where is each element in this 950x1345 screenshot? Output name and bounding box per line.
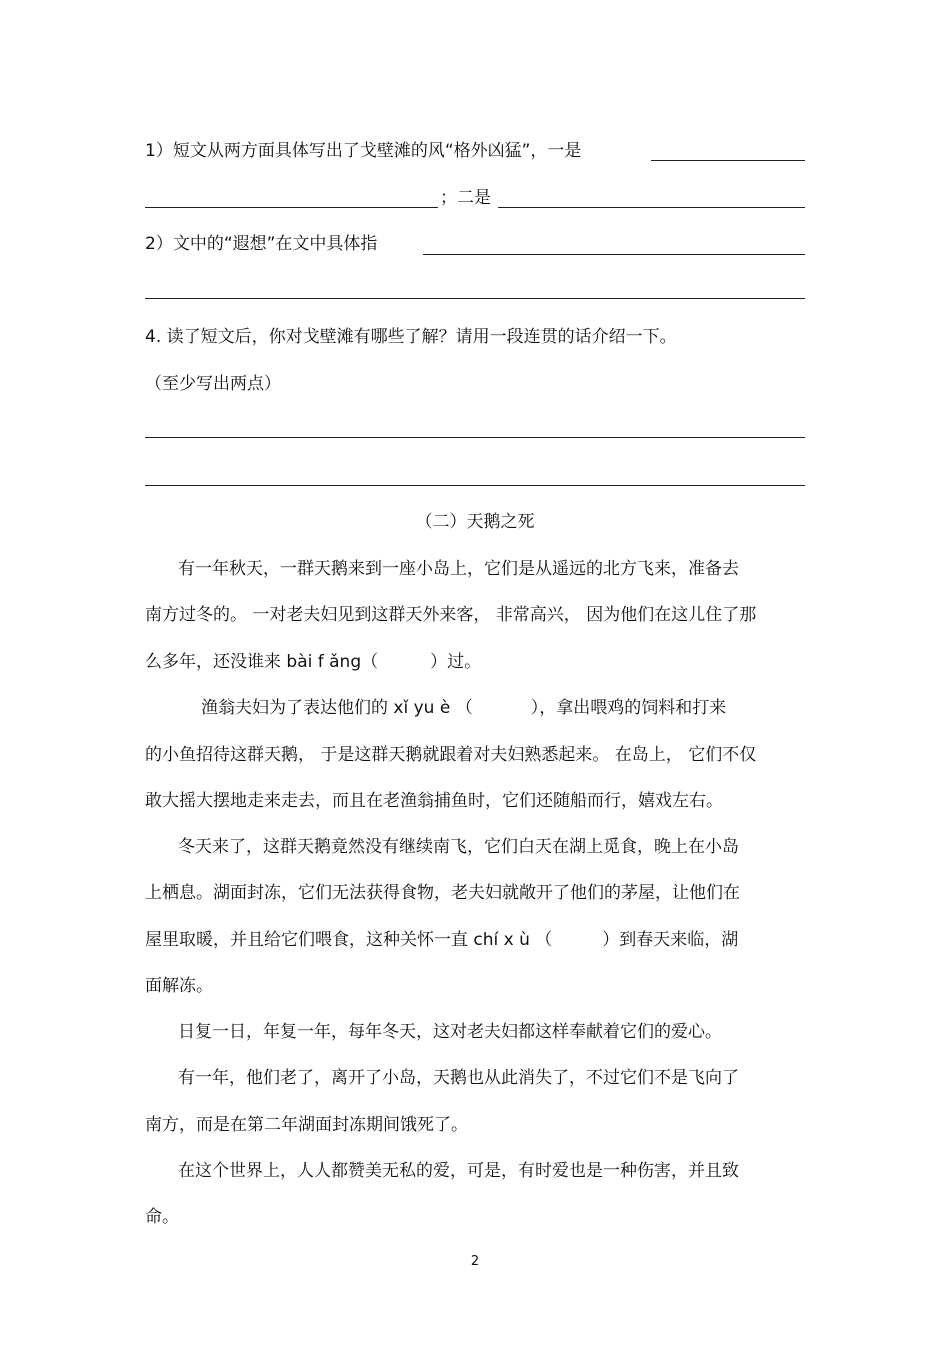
paragraph-1-line-3-end: ）过。 (430, 652, 482, 672)
question-2: 2）文中的“遐想”在文中具体指 (145, 234, 378, 254)
answer-line-q4-b[interactable] (145, 485, 805, 486)
paragraph-1-line-1: 有一年秋天，一群天鹅来到一座小岛上，它们是从遥远的北方飞来，准备去 (178, 559, 739, 579)
paragraph-3-line-3 (145, 929, 738, 951)
page-number: 2 (470, 1254, 480, 1269)
answer-line-q1-b[interactable] (145, 207, 438, 208)
paragraph-3-line-3-end: ）到春天来临，湖 (602, 930, 739, 950)
question-1-separator: ；二是 (440, 188, 491, 208)
paragraph-6-line-2: 命。 (145, 1207, 179, 1227)
paragraph-2-line-1-text: 渔翁夫妇为了表达他们的 xǐ yu è （ (201, 698, 473, 718)
paragraph-1-line-2: 南方过冬的。 一对老夫妇见到这群天外来客， 非常高兴， 因为他们在这儿住了那 (145, 605, 757, 625)
paragraph-6-line-1: 在这个世界上，人人都赞美无私的爱，可是，有时爱也是一种伤害，并且致 (178, 1161, 739, 1181)
answer-line-q1-a[interactable] (651, 160, 805, 161)
paragraph-3-line-4: 面解冻。 (145, 976, 213, 996)
paragraph-3-line-1: 冬天来了，这群天鹅竟然没有继续南飞，它们白天在湖上觅食，晚上在小岛 (178, 837, 739, 857)
paragraph-4: 日复一日，年复一年，每年冬天，这对老夫妇都这样奉献着它们的爱心。 (178, 1022, 722, 1042)
paragraph-5-line-1: 有一年，他们老了，离开了小岛，天鹅也从此消失了，不过它们不是飞向了 (178, 1068, 739, 1088)
paragraph-2-line-3: 敢大摇大摆地走来走去，而且在老渔翁捕鱼时，它们还随船而行，嬉戏左右。 (145, 791, 723, 811)
answer-line-q1-c[interactable] (498, 207, 805, 208)
paragraph-3-line-3-text: 屋里取暖，并且给它们喂食，这种关怀一直 chí x ù （ (145, 930, 553, 950)
paragraph-5-line-2: 南方，而是在第二年湖面封冻期间饿死了。 (145, 1115, 468, 1135)
story-title: （二）天鹅之死 (415, 512, 535, 532)
question-4-note: （至少写出两点） (145, 374, 281, 394)
paragraph-2-line-2: 的小鱼招待这群天鹅， 于是这群天鹅就跟着对夫妇熟悉起来。 在岛上， 它们不仅 (145, 745, 757, 765)
paragraph-1-line-3 (145, 651, 481, 673)
paragraph-2-line-1 (201, 697, 726, 719)
question-1-line-1: 1）短文从两方面具体写出了戈壁滩的风“格外凶猛”，一是 (145, 141, 582, 161)
paragraph-1-line-3-text: 么多年，还没谁来 bài f ǎng（ (145, 652, 379, 672)
paragraph-3-line-2: 上栖息。湖面封冻，它们无法获得食物，老夫妇就敞开了他们的茅屋，让他们在 (145, 883, 740, 903)
answer-line-q4-a[interactable] (145, 437, 805, 438)
answer-line-q2-b[interactable] (145, 298, 805, 299)
answer-line-q2-a[interactable] (423, 254, 805, 255)
paragraph-2-line-1-end: ），拿出喂鸡的饲料和打来 (530, 698, 727, 718)
question-4: 4. 读了短文后，你对戈壁滩有哪些了解？请用一段连贯的话介绍一下。 (145, 327, 677, 347)
